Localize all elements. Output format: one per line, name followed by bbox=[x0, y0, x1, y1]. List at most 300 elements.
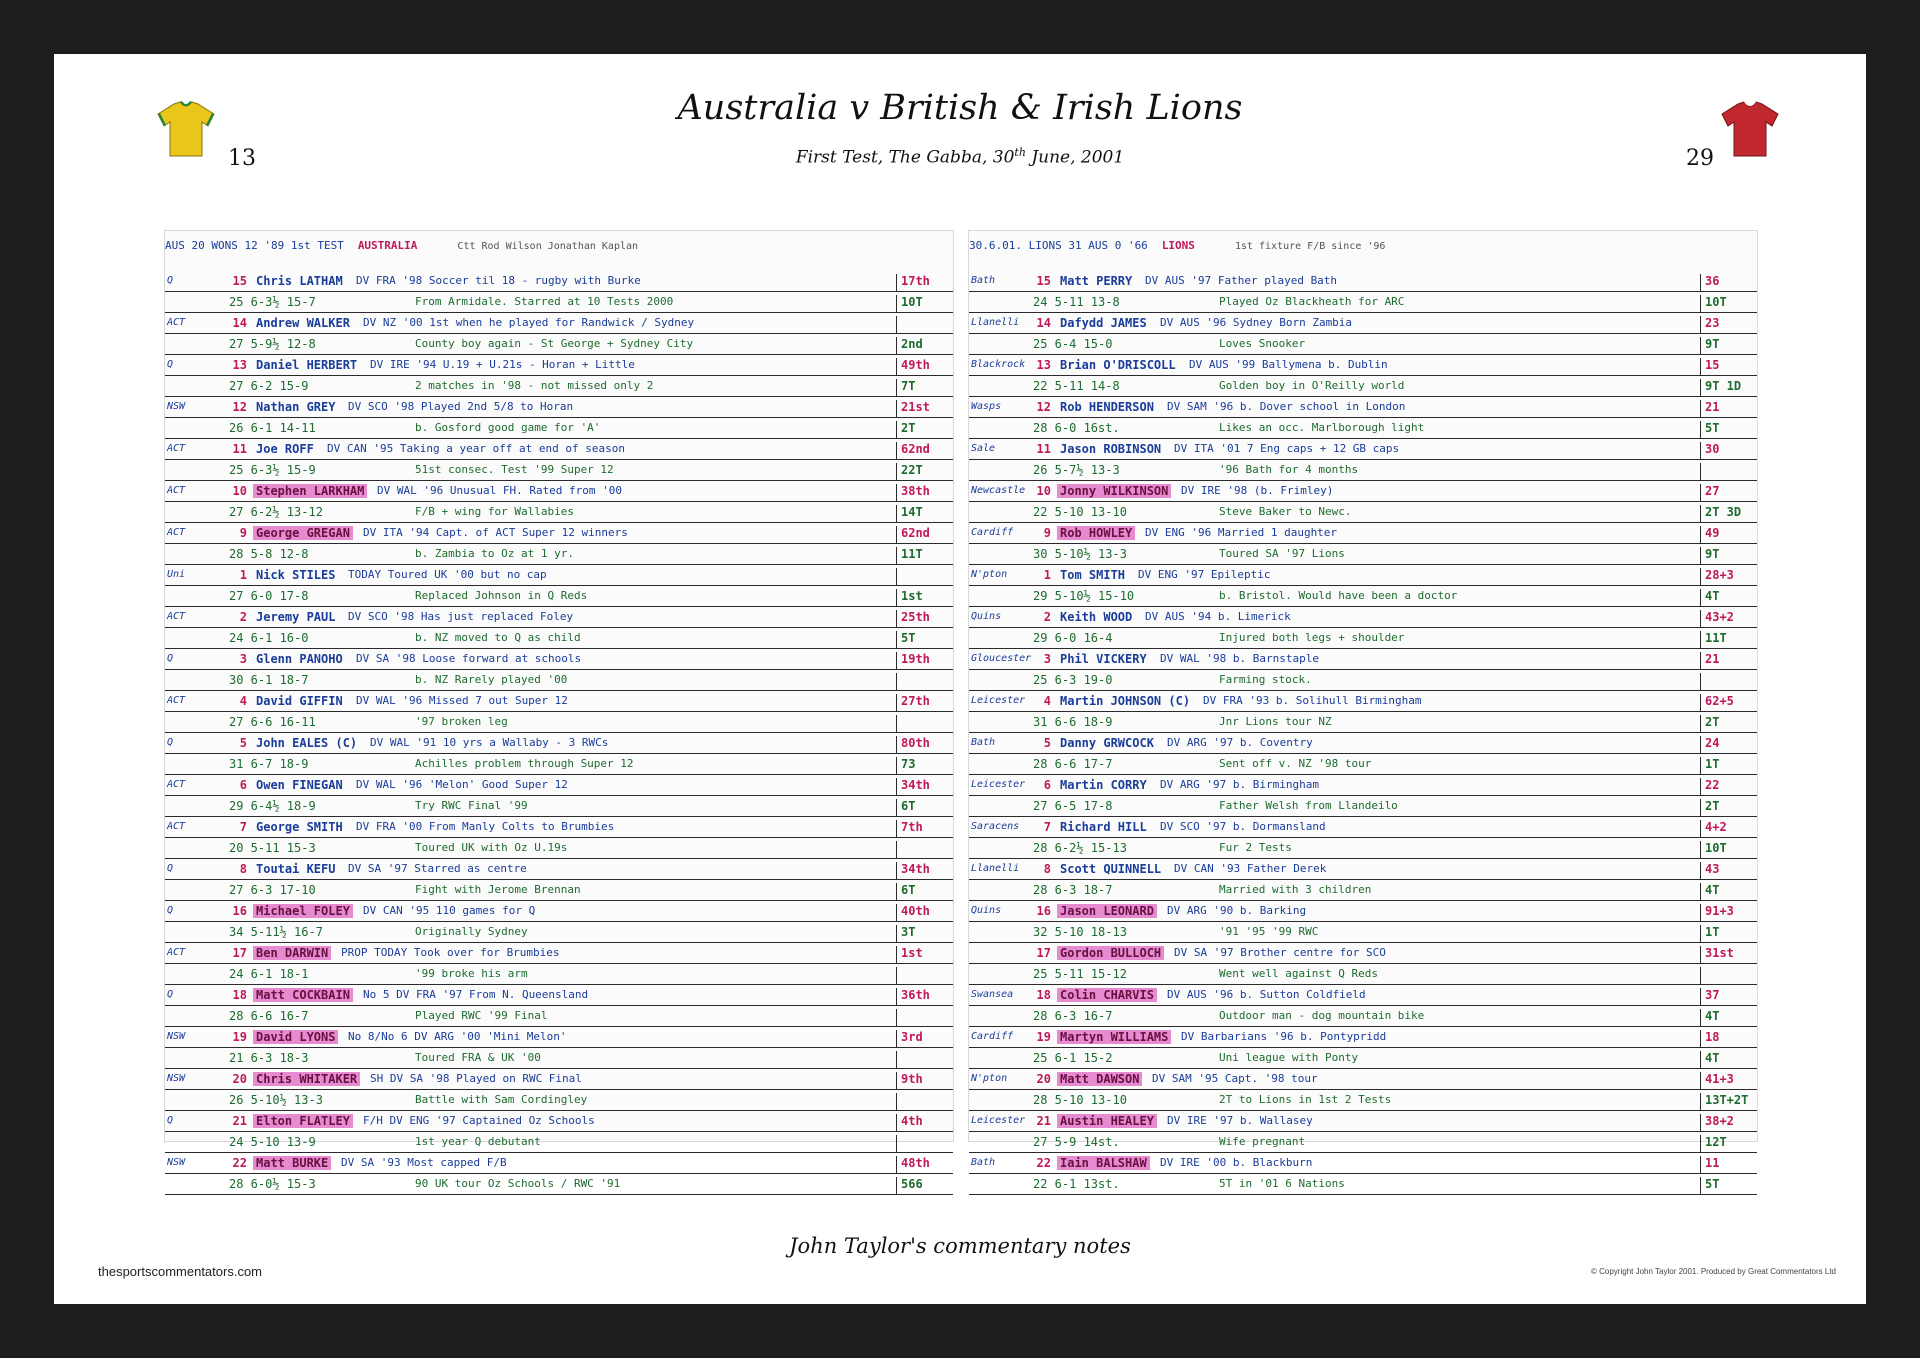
lions-sheet-team: LIONS bbox=[1161, 239, 1195, 252]
player-name: John EALES (C) bbox=[256, 736, 358, 750]
player-tries: 6T bbox=[896, 799, 949, 816]
player-note: DV SCO '98 Has just replaced Foley bbox=[348, 610, 574, 623]
player-stats-note: b. Bristol. Would have been a doctor bbox=[1219, 589, 1458, 602]
player-name: Chris LATHAM bbox=[256, 274, 343, 288]
lions-sheet-head-text: 30.6.01. LIONS 31 AUS 0 '66 bbox=[969, 239, 1148, 252]
player-tries: 12T bbox=[1700, 1135, 1753, 1152]
player-row bbox=[165, 313, 953, 334]
player-tries: 9T bbox=[1700, 337, 1753, 354]
player-stats-note: '91 '95 '99 RWC bbox=[1219, 925, 1319, 938]
player-note: DV ENG '96 Married 1 daughter bbox=[1145, 526, 1338, 539]
player-caps: 80th bbox=[896, 736, 949, 753]
player-stats: 30 6-1 18-7 bbox=[229, 673, 309, 687]
player-name: Toutai KEFU bbox=[256, 862, 336, 876]
player-note: DV IRE '98 (b. Frimley) bbox=[1181, 484, 1334, 497]
player-name: Rob HENDERSON bbox=[1060, 400, 1154, 414]
player-club: Swansea bbox=[971, 989, 1014, 1000]
player-name: Matt DAWSON bbox=[1057, 1072, 1142, 1086]
player-stats: 20 5-11 15-3 bbox=[229, 841, 316, 855]
player-caps: 43 bbox=[1700, 862, 1753, 879]
player-stats-row bbox=[969, 1048, 1757, 1069]
player-number: 3 bbox=[239, 652, 247, 666]
player-stats-note: Try RWC Final '99 bbox=[415, 799, 528, 812]
player-club: ACT bbox=[167, 695, 186, 706]
player-stats-row bbox=[969, 922, 1757, 943]
player-stats-row bbox=[165, 1090, 953, 1111]
player-note: DV IRE '94 U.19 + U.21s - Horan + Little bbox=[370, 358, 635, 371]
player-club: ACT bbox=[167, 821, 186, 832]
player-tries: 9T 1D bbox=[1700, 379, 1753, 396]
player-stats: 28 5-8 12-8 bbox=[229, 547, 309, 561]
player-stats-row bbox=[165, 376, 953, 397]
player-caps: 48th bbox=[896, 1156, 949, 1173]
player-note: DV ITA '94 Capt. of ACT Super 12 winners bbox=[363, 526, 628, 539]
player-row bbox=[969, 1111, 1757, 1132]
player-number: 20 bbox=[1036, 1072, 1051, 1086]
player-caps: 11 bbox=[1700, 1156, 1753, 1173]
player-stats-row bbox=[165, 1174, 953, 1195]
player-caps: 49th bbox=[896, 358, 949, 375]
player-tries: 10T bbox=[1700, 841, 1753, 858]
player-number: 1 bbox=[1043, 568, 1051, 582]
player-number: 4 bbox=[239, 694, 247, 708]
player-number: 17 bbox=[232, 946, 247, 960]
player-stats: 28 6-0½ 15-3 bbox=[229, 1177, 316, 1191]
player-number: 20 bbox=[232, 1072, 247, 1086]
player-name: Gordon BULLOCH bbox=[1057, 946, 1164, 960]
australia-sheet-team: AUSTRALIA bbox=[357, 239, 418, 252]
player-club: Gloucester bbox=[971, 653, 1032, 664]
player-stats-note: '96 Bath for 4 months bbox=[1219, 463, 1359, 476]
player-stats: 22 6-1 13st. bbox=[1033, 1177, 1120, 1191]
player-stats-row bbox=[165, 544, 953, 565]
player-caps: 37 bbox=[1700, 988, 1753, 1005]
player-caps: 27th bbox=[896, 694, 949, 711]
lions-notes-sheet bbox=[968, 230, 1758, 1191]
player-stats-note: 5T in '01 6 Nations bbox=[1219, 1177, 1345, 1190]
player-row bbox=[165, 271, 953, 292]
player-tries bbox=[896, 1093, 949, 1110]
player-number: 16 bbox=[232, 904, 247, 918]
player-note: DV NZ '00 1st when he played for Randwick / Sydney bbox=[363, 316, 695, 329]
player-name: Danny GRWCOCK bbox=[1060, 736, 1154, 750]
player-stats-note: Toured FRA & UK '00 bbox=[415, 1051, 541, 1064]
player-stats-note: Father Welsh from Llandeilo bbox=[1219, 799, 1398, 812]
player-stats: 27 6-2½ 13-12 bbox=[229, 505, 323, 519]
player-tries: 2nd bbox=[896, 337, 949, 354]
player-name: Owen FINEGAN bbox=[256, 778, 343, 792]
player-tries bbox=[896, 967, 949, 984]
player-stats-row bbox=[165, 334, 953, 355]
player-caps: 30 bbox=[1700, 442, 1753, 459]
player-stats: 34 5-11½ 16-7 bbox=[229, 925, 323, 939]
player-stats-note: Married with 3 children bbox=[1219, 883, 1372, 896]
player-row bbox=[969, 985, 1757, 1006]
player-note: DV SCO '98 Played 2nd 5/8 to Horan bbox=[348, 400, 574, 413]
player-stats-row bbox=[969, 292, 1757, 313]
player-stats: 27 6-6 16-11 bbox=[229, 715, 316, 729]
player-stats-note: Steve Baker to Newc. bbox=[1219, 505, 1352, 518]
player-caps: 49 bbox=[1700, 526, 1753, 543]
player-club: NSW bbox=[167, 1031, 186, 1042]
player-stats: 28 6-3 18-7 bbox=[1033, 883, 1113, 897]
player-caps bbox=[896, 568, 949, 585]
player-club: Q bbox=[167, 359, 174, 370]
player-stats: 24 5-11 13-8 bbox=[1033, 295, 1120, 309]
player-name: Jason ROBINSON bbox=[1060, 442, 1162, 456]
player-stats-row bbox=[165, 838, 953, 859]
player-caps: 34th bbox=[896, 778, 949, 795]
player-number: 7 bbox=[239, 820, 247, 834]
player-caps: 36th bbox=[896, 988, 949, 1005]
player-name: Jason LEONARD bbox=[1057, 904, 1157, 918]
player-tries: 11T bbox=[896, 547, 949, 564]
player-stats-row bbox=[969, 1006, 1757, 1027]
player-row bbox=[165, 523, 953, 544]
player-club: Q bbox=[167, 737, 174, 748]
player-stats-row bbox=[165, 880, 953, 901]
player-stats-note: 90 UK tour Oz Schools / RWC '91 bbox=[415, 1177, 621, 1190]
player-stats-row bbox=[165, 670, 953, 691]
player-caps: 34th bbox=[896, 862, 949, 879]
player-tries: 566 bbox=[896, 1177, 949, 1194]
player-club: NSW bbox=[167, 1073, 186, 1084]
player-row bbox=[969, 943, 1757, 964]
player-row bbox=[165, 733, 953, 754]
player-caps: 62nd bbox=[896, 526, 949, 543]
site-url: thesportscommentators.com bbox=[98, 1264, 263, 1279]
player-tries: 22T bbox=[896, 463, 949, 480]
player-row bbox=[969, 649, 1757, 670]
player-note: DV CAN '95 110 games for Q bbox=[363, 904, 536, 917]
player-stats-row bbox=[969, 460, 1757, 481]
player-club: ACT bbox=[167, 443, 186, 454]
player-note: No 5 DV FRA '97 From N. Queensland bbox=[363, 988, 589, 1001]
player-club: Bath bbox=[971, 1157, 996, 1168]
player-stats: 27 6-5 17-8 bbox=[1033, 799, 1113, 813]
match-subtitle bbox=[54, 146, 1866, 168]
player-name: Brian O'DRISCOLL bbox=[1060, 358, 1176, 372]
player-row bbox=[165, 859, 953, 880]
player-row bbox=[165, 397, 953, 418]
player-row bbox=[969, 1153, 1757, 1174]
player-stats-note: Went well against Q Reds bbox=[1219, 967, 1378, 980]
player-caps: 15 bbox=[1700, 358, 1753, 375]
player-note: DV FRA '98 Soccer til 18 - rugby with Burke bbox=[356, 274, 641, 287]
player-tries: 6T bbox=[896, 883, 949, 900]
player-stats-row bbox=[969, 712, 1757, 733]
player-number: 12 bbox=[1036, 400, 1051, 414]
player-club: ACT bbox=[167, 611, 186, 622]
player-name: George GREGAN bbox=[253, 526, 353, 540]
player-stats-row bbox=[969, 1090, 1757, 1111]
player-note: DV AUS '96 Sydney Born Zambia bbox=[1160, 316, 1353, 329]
player-note: SH DV SA '98 Played on RWC Final bbox=[370, 1072, 582, 1085]
australia-sheet-head-text: AUS 20 WONS 12 '89 1st TEST bbox=[165, 239, 344, 252]
player-caps: 25th bbox=[896, 610, 949, 627]
player-tries: 4T bbox=[1700, 589, 1753, 606]
player-row bbox=[165, 355, 953, 376]
player-name: Keith WOOD bbox=[1060, 610, 1133, 624]
player-club: Quins bbox=[971, 905, 1002, 916]
player-name: Andrew WALKER bbox=[256, 316, 350, 330]
player-note: DV IRE '97 b. Wallasey bbox=[1167, 1114, 1313, 1127]
player-tries: 5T bbox=[1700, 1177, 1753, 1194]
player-stats-note: Injured both legs + shoulder bbox=[1219, 631, 1405, 644]
player-number: 15 bbox=[232, 274, 247, 288]
player-stats-row bbox=[969, 838, 1757, 859]
copyright-notice: © Copyright John Taylor 2001. Produced by Great Commentators Ltd bbox=[1591, 1267, 1836, 1276]
player-club: Leicester bbox=[971, 1115, 1026, 1126]
player-stats: 26 5-10½ 13-3 bbox=[229, 1093, 323, 1107]
player-number: 15 bbox=[1036, 274, 1051, 288]
player-club: Saracens bbox=[971, 821, 1020, 832]
player-stats-note: b. NZ moved to Q as child bbox=[415, 631, 581, 644]
player-row bbox=[165, 985, 953, 1006]
player-caps: 24 bbox=[1700, 736, 1753, 753]
player-number: 22 bbox=[232, 1156, 247, 1170]
player-tries: 5T bbox=[1700, 421, 1753, 438]
player-stats-note: Sent off v. NZ '98 tour bbox=[1219, 757, 1372, 770]
page-title: Australia v British & Irish Lions bbox=[677, 88, 1243, 128]
player-stats-row bbox=[969, 628, 1757, 649]
player-stats: 27 6-2 15-9 bbox=[229, 379, 309, 393]
player-name: Colin CHARVIS bbox=[1057, 988, 1157, 1002]
player-tries: 2T bbox=[896, 421, 949, 438]
lions-sheet-note: 1st fixture F/B since '96 bbox=[1234, 241, 1386, 252]
player-number: 11 bbox=[1036, 442, 1051, 456]
player-tries: 2T 3D bbox=[1700, 505, 1753, 522]
player-stats: 32 5-10 18-13 bbox=[1033, 925, 1127, 939]
player-number: 5 bbox=[239, 736, 247, 750]
player-name: Chris WHITAKER bbox=[253, 1072, 360, 1086]
player-row bbox=[165, 1111, 953, 1132]
player-stats-row bbox=[165, 628, 953, 649]
player-name: Jonny WILKINSON bbox=[1057, 484, 1171, 498]
player-stats-note: Toured UK with Oz U.19s bbox=[415, 841, 568, 854]
player-tries bbox=[1700, 967, 1753, 984]
player-caps: 1st bbox=[896, 946, 949, 963]
player-stats-note: Wife pregnant bbox=[1219, 1135, 1306, 1148]
player-caps: 38+2 bbox=[1700, 1114, 1753, 1131]
lions-score: 29 bbox=[1686, 146, 1714, 171]
player-note: DV CAN '93 Father Derek bbox=[1174, 862, 1327, 875]
player-caps: 21 bbox=[1700, 400, 1753, 417]
player-stats-note: Loves Snooker bbox=[1219, 337, 1306, 350]
player-caps: 21st bbox=[896, 400, 949, 417]
player-stats-row bbox=[165, 1048, 953, 1069]
player-tries: 4T bbox=[1700, 1051, 1753, 1068]
player-club: Q bbox=[167, 989, 174, 1000]
player-stats: 25 6-3½ 15-9 bbox=[229, 463, 316, 477]
player-stats-note: 1st year Q debutant bbox=[415, 1135, 541, 1148]
player-stats-note: Uni league with Ponty bbox=[1219, 1051, 1359, 1064]
player-stats-note: Achilles problem through Super 12 bbox=[415, 757, 634, 770]
player-caps bbox=[896, 316, 949, 333]
subtitle-month: June, 2001 bbox=[1025, 147, 1125, 168]
player-row bbox=[165, 481, 953, 502]
player-stats-row bbox=[969, 796, 1757, 817]
player-tries: 14T bbox=[896, 505, 949, 522]
player-club: Sale bbox=[971, 443, 996, 454]
player-caps: 22 bbox=[1700, 778, 1753, 795]
player-caps: 91+3 bbox=[1700, 904, 1753, 921]
player-number: 18 bbox=[232, 988, 247, 1002]
player-number: 21 bbox=[232, 1114, 247, 1128]
player-club: Newcastle bbox=[971, 485, 1026, 496]
player-tries: 4T bbox=[1700, 883, 1753, 900]
player-name: Ben DARWIN bbox=[253, 946, 331, 960]
player-stats-note: Likes an occ. Marlborough light bbox=[1219, 421, 1425, 434]
player-stats-row bbox=[165, 460, 953, 481]
player-row bbox=[969, 901, 1757, 922]
player-stats-note: 51st consec. Test '99 Super 12 bbox=[415, 463, 614, 476]
player-stats: 28 6-6 17-7 bbox=[1033, 757, 1113, 771]
player-caps: 21 bbox=[1700, 652, 1753, 669]
player-name: Scott QUINNELL bbox=[1060, 862, 1162, 876]
player-stats: 28 6-6 16-7 bbox=[229, 1009, 309, 1023]
player-stats: 25 6-3 19-0 bbox=[1033, 673, 1113, 687]
player-stats-note: Played Oz Blackheath for ARC bbox=[1219, 295, 1405, 308]
player-stats-note: Played RWC '99 Final bbox=[415, 1009, 548, 1022]
player-tries: 10T bbox=[896, 295, 949, 312]
player-stats: 24 6-1 18-1 bbox=[229, 967, 309, 981]
player-note: DV SA '97 Starred as centre bbox=[348, 862, 527, 875]
player-stats-row bbox=[969, 670, 1757, 691]
player-tries: 1st bbox=[896, 589, 949, 606]
player-note: DV SA '97 Brother centre for SCO bbox=[1174, 946, 1386, 959]
player-stats-note: b. Zambia to Oz at 1 yr. bbox=[415, 547, 574, 560]
player-stats-note: Farming stock. bbox=[1219, 673, 1312, 686]
player-number: 22 bbox=[1036, 1156, 1051, 1170]
poster-paper bbox=[54, 54, 1866, 1304]
player-club: ACT bbox=[167, 947, 186, 958]
player-note: DV AUS '94 b. Limerick bbox=[1145, 610, 1291, 623]
player-stats-row bbox=[165, 712, 953, 733]
player-tries: 9T bbox=[1700, 547, 1753, 564]
player-number: 16 bbox=[1036, 904, 1051, 918]
player-row bbox=[969, 313, 1757, 334]
player-number: 14 bbox=[232, 316, 247, 330]
player-stats: 22 5-10 13-10 bbox=[1033, 505, 1127, 519]
player-stats-note: Fight with Jerome Brennan bbox=[415, 883, 581, 896]
lions-player-list bbox=[969, 271, 1757, 1195]
player-note: DV ARG '97 b. Birmingham bbox=[1160, 778, 1319, 791]
player-tries bbox=[896, 1051, 949, 1068]
player-tries bbox=[896, 1135, 949, 1152]
player-number: 18 bbox=[1036, 988, 1051, 1002]
player-stats: 26 6-1 14-11 bbox=[229, 421, 316, 435]
player-note: F/H DV ENG '97 Captained Oz Schools bbox=[363, 1114, 595, 1127]
player-caps: 23 bbox=[1700, 316, 1753, 333]
player-stats-row bbox=[969, 964, 1757, 985]
australia-score: 13 bbox=[228, 146, 256, 171]
player-number: 10 bbox=[232, 484, 247, 498]
player-note: DV ARG '97 b. Coventry bbox=[1167, 736, 1313, 749]
player-name: Stephen LARKHAM bbox=[253, 484, 367, 498]
player-stats: 25 5-11 15-12 bbox=[1033, 967, 1127, 981]
player-tries: 4T bbox=[1700, 1009, 1753, 1026]
player-caps: 4+2 bbox=[1700, 820, 1753, 837]
player-stats-row bbox=[969, 376, 1757, 397]
player-stats: 28 6-0 16st. bbox=[1033, 421, 1120, 435]
player-stats: 21 6-3 18-3 bbox=[229, 1051, 309, 1065]
player-row bbox=[969, 607, 1757, 628]
player-caps: 36 bbox=[1700, 274, 1753, 291]
player-number: 11 bbox=[232, 442, 247, 456]
player-club: Q bbox=[167, 275, 174, 286]
player-caps: 19th bbox=[896, 652, 949, 669]
player-club: Q bbox=[167, 863, 174, 874]
player-note: PROP TODAY Took over for Brumbies bbox=[341, 946, 560, 959]
player-stats: 24 5-10 13-9 bbox=[229, 1135, 316, 1149]
player-club: Q bbox=[167, 1115, 174, 1126]
player-name: Michael FOLEY bbox=[253, 904, 353, 918]
player-name: Glenn PANOHO bbox=[256, 652, 343, 666]
player-number: 2 bbox=[1043, 610, 1051, 624]
player-name: David LYONS bbox=[253, 1030, 338, 1044]
player-note: DV AUS '99 Ballymena b. Dublin bbox=[1189, 358, 1388, 371]
player-tries: 10T bbox=[1700, 295, 1753, 312]
player-number: 5 bbox=[1043, 736, 1051, 750]
player-stats-row bbox=[969, 1174, 1757, 1195]
player-stats-row bbox=[165, 586, 953, 607]
player-row bbox=[165, 1153, 953, 1174]
poster-caption: John Taylor's commentary notes bbox=[789, 1234, 1131, 1258]
player-tries: 3T bbox=[896, 925, 949, 942]
player-note: DV IRE '00 b. Blackburn bbox=[1160, 1156, 1313, 1169]
player-stats-row bbox=[969, 502, 1757, 523]
player-stats-note: b. NZ Rarely played '00 bbox=[415, 673, 568, 686]
player-stats-note: 2 matches in '98 - not missed only 2 bbox=[415, 379, 654, 392]
player-stats-row bbox=[165, 502, 953, 523]
player-tries bbox=[1700, 463, 1753, 480]
player-number: 21 bbox=[1036, 1114, 1051, 1128]
player-tries: 13T+2T bbox=[1700, 1093, 1753, 1110]
player-tries: 11T bbox=[1700, 631, 1753, 648]
player-name: David GIFFIN bbox=[256, 694, 343, 708]
player-name: Matt COCKBAIN bbox=[253, 988, 353, 1002]
player-stats-note: County boy again - St George + Sydney City bbox=[415, 337, 694, 350]
player-club: Wasps bbox=[971, 401, 1002, 412]
player-caps: 62+5 bbox=[1700, 694, 1753, 711]
player-club: Bath bbox=[971, 737, 996, 748]
player-name: Dafydd JAMES bbox=[1060, 316, 1147, 330]
player-row bbox=[165, 943, 953, 964]
player-stats-note: Originally Sydney bbox=[415, 925, 528, 938]
player-note: DV AUS '97 Father played Bath bbox=[1145, 274, 1338, 287]
player-tries bbox=[896, 841, 949, 858]
player-tries: 1T bbox=[1700, 925, 1753, 942]
player-stats-note: 2T to Lions in 1st 2 Tests bbox=[1219, 1093, 1392, 1106]
player-stats-row bbox=[165, 418, 953, 439]
player-number: 13 bbox=[232, 358, 247, 372]
australia-player-list bbox=[165, 271, 953, 1195]
player-tries: 1T bbox=[1700, 757, 1753, 774]
player-club: ACT bbox=[167, 779, 186, 790]
player-row bbox=[969, 1027, 1757, 1048]
player-row bbox=[969, 565, 1757, 586]
player-club: Quins bbox=[971, 611, 1002, 622]
player-stats-row bbox=[969, 586, 1757, 607]
player-club: ACT bbox=[167, 317, 186, 328]
player-row bbox=[969, 271, 1757, 292]
player-club: ACT bbox=[167, 527, 186, 538]
player-row bbox=[165, 901, 953, 922]
player-caps: 7th bbox=[896, 820, 949, 837]
player-stats-row bbox=[165, 1006, 953, 1027]
player-row bbox=[969, 817, 1757, 838]
